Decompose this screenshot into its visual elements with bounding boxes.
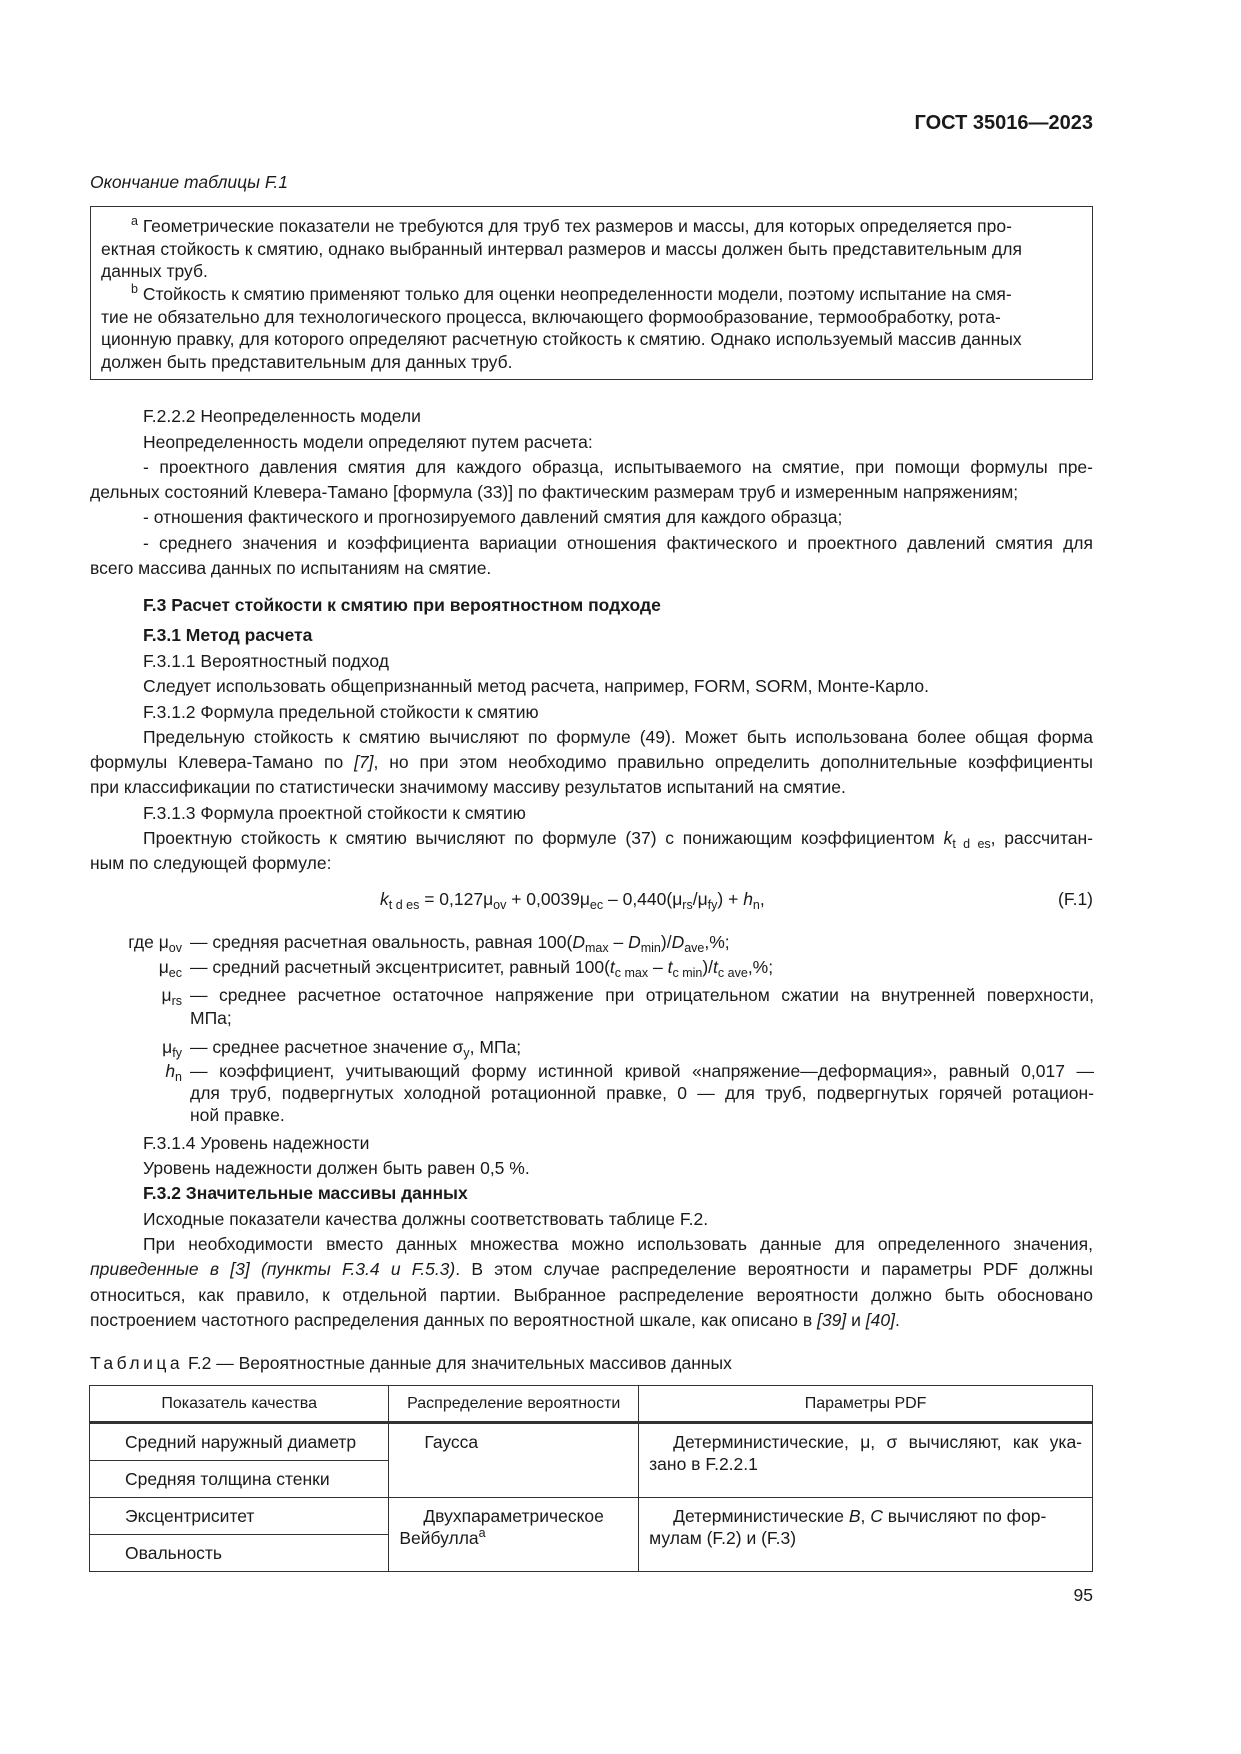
table-f2-caption: Таблица F.2 — Вероятностные данные для значительных массивов данных [90, 1353, 732, 1373]
section-f32-line1: Исходные показатели качества должны соответствовать таблице F.2. [143, 1209, 709, 1229]
term-hn-line2: для труб, подвергнутых холодной ротационной правке, 0 — для труб, подвергнутых горячей ротацион- [190, 1083, 1094, 1103]
reference-39[interactable]: [39] [817, 1310, 847, 1330]
note-a-line2: ектная стойкость к смятию, однако выбранный интервал размеров и массы должен быть представительным для [101, 239, 1022, 259]
section-f222-item1-line2: дельных состояний Клевера-Тамано [формула (33)] по фактическим размерам труб и измеренным напряжениям; [90, 482, 1019, 502]
section-f222-item1-line1: - проектного давления смятия для каждого образца, испытываемого на смятие, при помощи формулы пре- [143, 457, 1093, 477]
reference-3[interactable]: приведенные в [3] (пункты F.3.4 и F.5.3) [90, 1259, 456, 1279]
section-f222-item3-line1: - среднего значения и коэффициента вариации отношения фактического и проектного давлений смятия для [143, 533, 1093, 553]
term-fy-text: — среднее расчетное значение $\sigma_y$, МПа; [190, 1037, 522, 1060]
section-f311-title: F.3.1.1 Вероятностный подход [143, 651, 389, 671]
table-f2-cell-distribution [389, 1498, 639, 1572]
weibull-footnote-marker: a [478, 1526, 486, 1540]
section-f32-line5: построением частотного распределения данных по вероятностной шкале, как описано в [39] и [40]. [90, 1310, 900, 1330]
note-b-line2: тие не обязательно для технологического процесса, включающего формообразование, термообработку, рота- [101, 307, 1001, 327]
term-ov-symbol: где $\mu_{ov}$ [128, 932, 182, 955]
section-f31-title: F.3.1 Метод расчета [143, 625, 313, 645]
reference-40[interactable]: [40] [865, 1310, 895, 1330]
section-f312-line3: при классификации по статистически значимому массиву результатов испытаний на смятие. [90, 777, 846, 797]
table-continuation-caption: Окончание таблицы F.1 [90, 172, 288, 192]
term-rs-line2: МПа; [190, 1008, 232, 1028]
distribution-weibull-line1: Двухпараметрическое [423, 1506, 604, 1526]
section-f312-title: F.3.1.2 Формула предельной стойкости к смятию [143, 702, 539, 722]
section-f222-item2: - отношения фактического и прогнозируемого давлений смятия для каждого образца; [143, 507, 843, 527]
document-id: ГОСТ 35016—2023 [914, 112, 1093, 134]
table-f2-cell-indicator: Средний наружный диаметр [90, 1423, 389, 1461]
section-f312-line2: формулы Клевера-Тамано по [7], но при этом необходимо правильно определить дополнительные коэффициенты [90, 752, 1093, 772]
term-rs-symbol: $\mu_{rs}$ [161, 985, 182, 1008]
note-b-line1: $^b$ Стойкость к смятию применяют только для оценки неопределенности модели, поэтому испытание на смя- [131, 282, 1012, 304]
term-hn-line3: ной правке. [190, 1105, 285, 1125]
note-a-line3: данных труб. [101, 261, 208, 281]
section-f222-intro: Неопределенность модели определяют путем расчета: [143, 432, 593, 452]
distribution-weibull-line2: Вейбулла$^a$ [399, 1526, 486, 1548]
term-fy-symbol: $\mu_{fy}$ [162, 1037, 182, 1060]
section-f3-title: F.3 Расчет стойкости к смятию при вероятностном подходе [143, 595, 661, 615]
page-number: 95 [1073, 1585, 1093, 1605]
section-f313-title: F.3.1.3 Формула проектной стойкости к смятию [143, 803, 526, 823]
reference-7[interactable]: [7] [354, 752, 374, 772]
section-f222-title: F.2.2.2 Неопределенность модели [143, 406, 421, 426]
table-f2 [89, 1385, 1093, 1572]
note-a-line1: $^a$ Геометрические показатели не требуются для труб тех размеров и массы, для которых определяется про- [131, 214, 1012, 236]
table-f2-header-indicator: Показатель качества [90, 1386, 389, 1423]
section-f313-line2: ным по следующей формуле: [90, 853, 332, 873]
section-f314-title: F.3.1.4 Уровень надежности [143, 1133, 370, 1153]
table-f2-header-distribution: Распределение вероятности [389, 1386, 639, 1423]
section-f32-line2: При необходимости вместо данных множества можно использовать данные для определенного значения, [143, 1234, 1093, 1254]
note-b-line3: ционную правку, для которого определяют расчетную стойкость к смятию. Однако используемый массив данных [101, 329, 1022, 349]
section-f32-title: F.3.2 Значительные массивы данных [143, 1183, 468, 1203]
term-hn-symbol: $h_n$ [165, 1061, 182, 1084]
formula-f1: $k_{t d es} = 0,127\mu_{ov} + 0,0039\mu_{ec} - 0,440(\mu_{rs}/\mu_{fy}) + h_n$, [380, 889, 765, 912]
term-ec-symbol: $\mu_{ec}$ [158, 957, 182, 980]
section-f32-line3: приведенные в [3] (пункты F.3.4 и F.5.3). В этом случае распределение вероятности и параметры PDF должны [90, 1259, 1094, 1279]
term-ec-text: — средний расчетный эксцентриситет, равный $100(t_{c max} - t_{c min})/t_{c ave},\%$; [190, 957, 774, 980]
table-f2-cell-params: Детерминистические, μ, σ вычисляют, как ука- зано в F.2.2.1 [639, 1423, 1093, 1498]
section-f222-item3-line2: всего массива данных по испытаниям на смятие. [90, 558, 492, 578]
table-f2-header-pdf-params: Параметры PDF [639, 1386, 1093, 1423]
term-rs-line1: — среднее расчетное остаточное напряжение при отрицательном сжатии на внутренней поверхности, [190, 985, 1094, 1005]
formula-f1-label: (F.1) [1058, 889, 1093, 909]
section-f312-line1: Предельную стойкость к смятию вычисляют по формуле (49). Может быть использована более общая форма [143, 727, 1093, 747]
table-f2-cell-indicator: Овальность [90, 1535, 389, 1572]
term-ov-text: — средняя расчетная овальность, равная $100(D_{max} - D_{min})/D_{ave},\%$; [190, 932, 730, 955]
table-f2-cell-distribution: Гаусса [389, 1423, 639, 1498]
table-f2-cell-params: Детерминистические B, C вычисляют по фор- мулам (F.2) и (F.3) [639, 1498, 1093, 1572]
section-f32-line4: относиться, как правило, к отдельной партии. Выбранное распределение вероятности должно быть обосновано [90, 1285, 1093, 1305]
note-a-marker: a [131, 214, 138, 228]
term-hn-line1: — коэффициент, учитывающий форму истинной кривой «напряжение—деформация», равный 0,017 — [190, 1061, 1094, 1081]
section-f311-text: Следует использовать общепризнанный метод расчета, например, FORM, SORM, Монте-Карло. [143, 676, 929, 696]
section-f313-line1: Проектную стойкость к смятию вычисляют по формуле (37) с понижающим коэффициентом $k_{t d es}$, рассчитан- [143, 828, 1093, 851]
table-f2-cell-indicator: Средняя толщина стенки [90, 1461, 389, 1498]
table-f2-cell-indicator: Эксцентриситет [90, 1498, 389, 1535]
section-f314-text: Уровень надежности должен быть равен 0,5 %. [143, 1158, 530, 1178]
note-b-line4: должен быть представительным для данных труб. [101, 352, 513, 372]
note-b-marker: b [131, 282, 138, 296]
